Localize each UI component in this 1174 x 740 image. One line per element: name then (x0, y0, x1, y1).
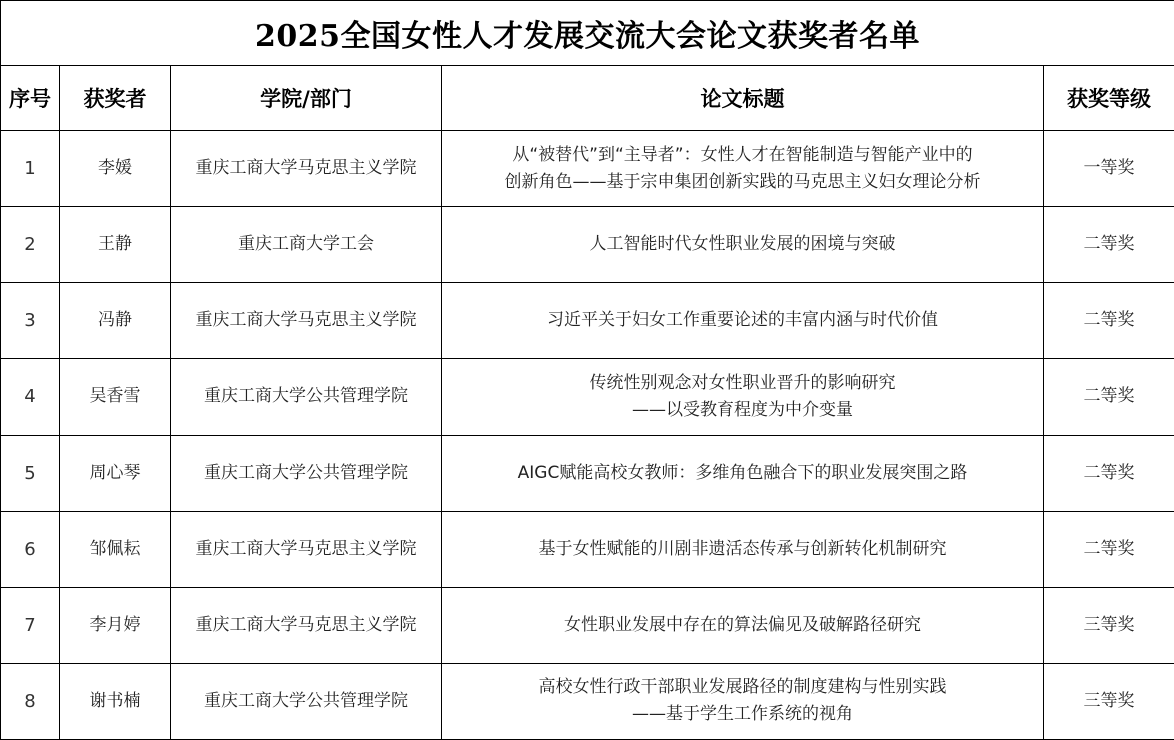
row-level: 二等奖 (1044, 511, 1174, 587)
sheet-title: 2025全国女性人才发展交流大会论文获奖者名单 (1, 1, 1174, 66)
table-row (1, 207, 1174, 283)
row-no: 3 (1, 283, 60, 359)
paper-title-line2: ——基于学生工作系统的视角 (632, 704, 853, 725)
header-dept: 学院/部门 (171, 66, 442, 131)
paper-title-line1: 传统性别观念对女性职业晋升的影响研究 (589, 372, 896, 393)
row-winner: 邹佩耘 (60, 511, 171, 587)
row-paper-title (442, 359, 1044, 435)
table-row (1, 359, 1174, 435)
row-no: 7 (1, 587, 60, 663)
row-dept: 重庆工商大学工会 (171, 207, 442, 283)
row-dept: 重庆工商大学马克思主义学院 (171, 131, 442, 207)
header-level: 获奖等级 (1044, 66, 1174, 131)
row-winner: 冯静 (60, 283, 171, 359)
paper-title-line1: 习近平关于妇女工作重要论述的丰富内涵与时代价值 (547, 310, 938, 331)
row-paper-title (442, 283, 1044, 359)
row-level: 三等奖 (1044, 587, 1174, 663)
row-winner: 吴香雪 (60, 359, 171, 435)
table-row (1, 663, 1174, 739)
row-no: 6 (1, 511, 60, 587)
row-no: 1 (1, 131, 60, 207)
header-no: 序号 (1, 66, 60, 131)
row-level: 二等奖 (1044, 207, 1174, 283)
row-dept: 重庆工商大学公共管理学院 (171, 359, 442, 435)
row-paper-title (442, 131, 1044, 207)
row-paper-title (442, 511, 1044, 587)
row-level: 二等奖 (1044, 283, 1174, 359)
table-row (1, 283, 1174, 359)
paper-title-line2: ——以受教育程度为中介变量 (632, 399, 853, 420)
header-row (1, 66, 1174, 131)
row-paper-title (442, 435, 1044, 511)
row-winner: 李媛 (60, 131, 171, 207)
paper-title-line1: 基于女性赋能的川剧非遗活态传承与创新转化机制研究 (538, 538, 947, 559)
table-row (1, 131, 1174, 207)
row-winner: 谢书楠 (60, 663, 171, 739)
row-dept: 重庆工商大学马克思主义学院 (171, 587, 442, 663)
paper-title-line1: 女性职业发展中存在的算法偏见及破解路径研究 (564, 614, 921, 635)
row-no: 4 (1, 359, 60, 435)
paper-title-line2: 创新角色——基于宗申集团创新实践的马克思主义妇女理论分析 (504, 171, 981, 192)
row-no: 8 (1, 663, 60, 739)
table-row (1, 511, 1174, 587)
row-paper-title (442, 587, 1044, 663)
header-winner: 获奖者 (60, 66, 171, 131)
title-row (1, 1, 1174, 66)
row-dept: 重庆工商大学公共管理学院 (171, 435, 442, 511)
row-no: 5 (1, 435, 60, 511)
row-dept: 重庆工商大学公共管理学院 (171, 663, 442, 739)
row-winner: 王静 (60, 207, 171, 283)
row-winner: 周心琴 (60, 435, 171, 511)
table-row (1, 435, 1174, 511)
table-row (1, 587, 1174, 663)
row-no: 2 (1, 207, 60, 283)
row-winner: 李月婷 (60, 587, 171, 663)
row-paper-title (442, 663, 1044, 739)
row-level: 二等奖 (1044, 359, 1174, 435)
paper-title-line1: 从“被替代”到“主导者”：女性人才在智能制造与智能产业中的 (512, 144, 973, 165)
paper-title-line1: 人工智能时代女性职业发展的困境与突破 (589, 234, 896, 255)
header-paper-title: 论文标题 (442, 66, 1044, 131)
paper-title-line1: 高校女性行政干部职业发展路径的制度建构与性别实践 (538, 677, 947, 698)
row-level: 一等奖 (1044, 131, 1174, 207)
row-level: 二等奖 (1044, 435, 1174, 511)
row-paper-title (442, 207, 1044, 283)
row-dept: 重庆工商大学马克思主义学院 (171, 283, 442, 359)
paper-title-line1: AIGC赋能高校女教师：多维角色融合下的职业发展突围之路 (517, 462, 968, 483)
row-dept: 重庆工商大学马克思主义学院 (171, 511, 442, 587)
row-level: 三等奖 (1044, 663, 1174, 739)
